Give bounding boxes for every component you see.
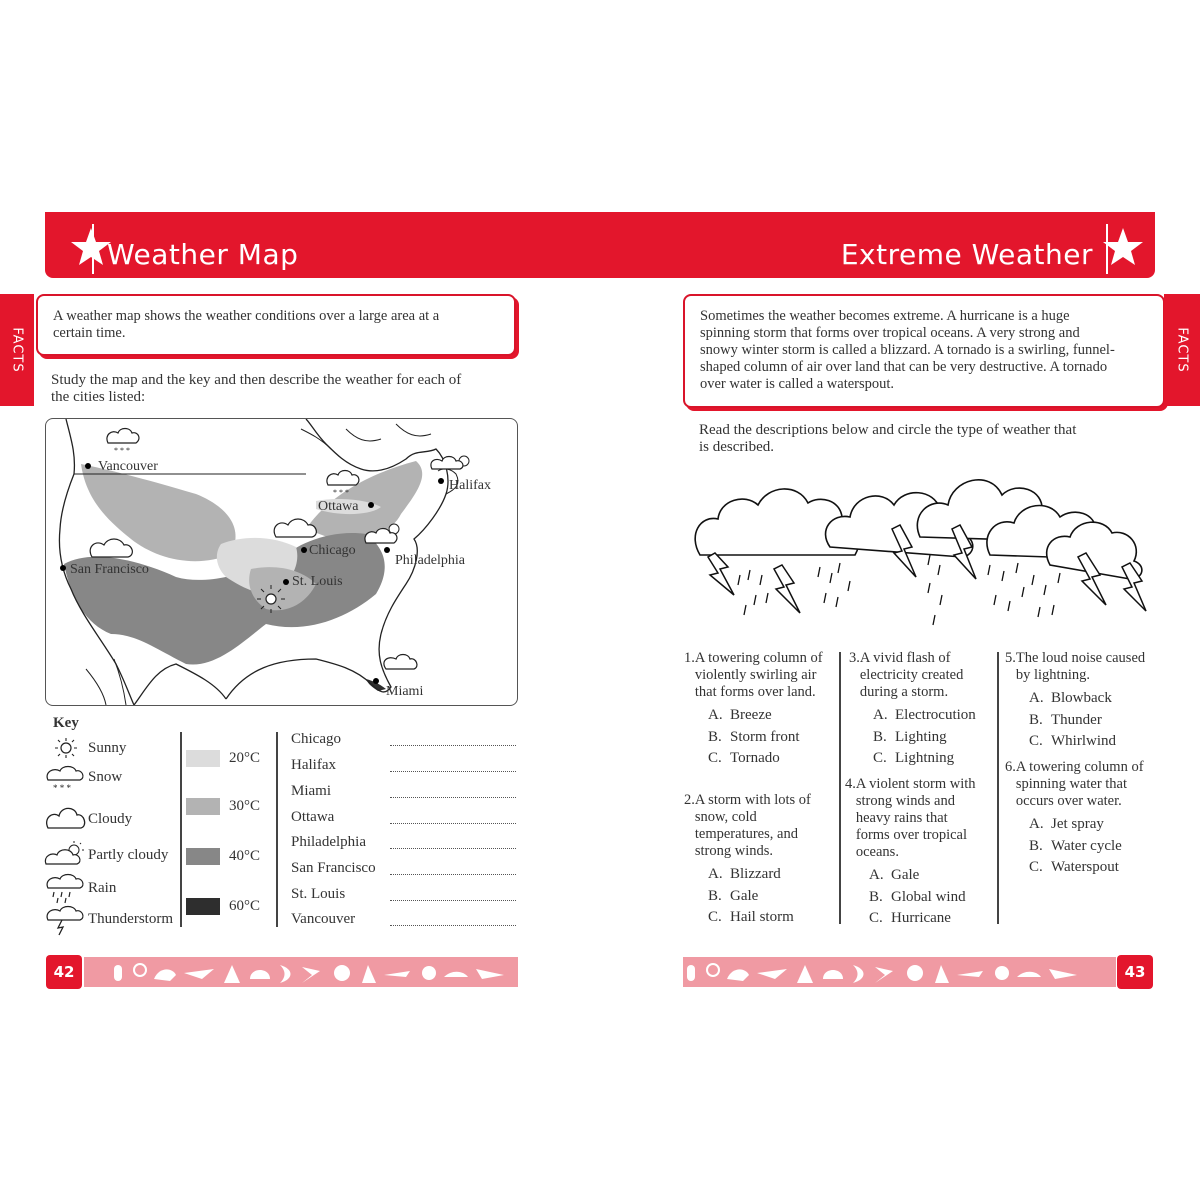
question-6: 6. A towering column of spinning water that occurs over water. A. Jet spray B. Water cycle C. Waterspout xyxy=(1005,759,1145,879)
option-a[interactable]: A. Blowback xyxy=(1029,690,1112,706)
key-label-thunderstorm: Thunderstorm xyxy=(88,911,173,927)
key-label-cloudy: Cloudy xyxy=(88,811,133,827)
swatch-40c xyxy=(186,848,220,865)
footer-decoration xyxy=(683,957,1116,987)
snow-icon xyxy=(44,764,84,794)
footer-strip-left xyxy=(84,957,518,987)
question-3: 3. A vivid flash of electricity created during a storm. A. Electrocution B. Lighting C. Lightning xyxy=(849,650,989,770)
question-4: 4. A violent storm with strong winds and heavy rains that forms over tropical oceans. A. Gale B. Global wind C. Hurricane xyxy=(845,776,985,930)
option-a[interactable]: A. Electrocution xyxy=(873,707,976,723)
facts-tab-left: FACTS xyxy=(0,294,34,406)
map-label-vancouver: Vancouver xyxy=(98,459,158,474)
temp-label-20: 20°C xyxy=(229,750,261,766)
option-b[interactable]: B. Global wind xyxy=(869,888,966,905)
city-dot xyxy=(301,547,307,553)
city-dot xyxy=(60,565,66,571)
answer-line[interactable] xyxy=(390,797,516,798)
option-b[interactable]: B. Thunder xyxy=(1029,711,1102,728)
key-label-snow: Snow xyxy=(88,769,123,785)
city-list-item: Halifax xyxy=(291,757,336,773)
option-c[interactable]: C. Whirlwind xyxy=(1029,733,1116,749)
key-label-rain: Rain xyxy=(88,880,117,896)
swatch-30c xyxy=(186,798,220,815)
partly-cloudy-icon xyxy=(431,456,469,469)
key-label-sunny: Sunny xyxy=(88,740,127,756)
question-1: 1. A towering column of violently swirling air that forms over land. A. Breeze B. Storm front C. Tornado xyxy=(684,650,834,770)
list-divider xyxy=(276,732,278,927)
option-a[interactable]: A. Breeze xyxy=(708,707,772,723)
cloudy-icon xyxy=(44,802,86,834)
footer-decoration xyxy=(84,957,518,987)
temp-label-30: 30°C xyxy=(229,798,261,814)
map-label-miami: Miami xyxy=(386,684,424,699)
answer-line[interactable] xyxy=(390,874,516,875)
title-banner xyxy=(45,212,1155,278)
answer-line[interactable] xyxy=(390,900,516,901)
star-icon xyxy=(1099,218,1147,274)
right-fact-text: Sometimes the weather becomes extreme. A hurricane is a huge spinning storm that forms over tropical oceans. A very strong and snowy winter storm is called a blizzard. A tornado is a swirling, funnel-shaped column of air over land that can be very destructive. A tornado over water is called a waterspout. xyxy=(700,308,1115,392)
page-number-left: 42 xyxy=(46,955,82,989)
facts-tab-right: FACTS xyxy=(1164,294,1200,406)
option-c[interactable]: C. Lightning xyxy=(873,750,955,766)
key-divider xyxy=(180,732,182,927)
option-c[interactable]: C. Waterspout xyxy=(1029,859,1119,875)
svg-text:* * *: * * * xyxy=(53,783,71,793)
option-b[interactable]: B. Lighting xyxy=(873,728,947,745)
map-label-ottawa: Ottawa xyxy=(318,499,359,514)
swatch-20c xyxy=(186,750,220,767)
question-2: 2. A storm with lots of snow, cold temperatures, and strong winds. A. Blizzard B. Gale C. Hail storm xyxy=(684,792,824,929)
cloudy-icon xyxy=(90,539,132,557)
page-number-right: 43 xyxy=(1117,955,1153,989)
city-list-item: Vancouver xyxy=(291,911,356,927)
cloudy-icon xyxy=(384,655,417,670)
city-dot xyxy=(384,547,390,553)
right-page-title: Extreme Weather xyxy=(840,238,1093,271)
swatch-60c xyxy=(186,898,220,915)
footer-strip-right xyxy=(683,957,1116,987)
option-b[interactable]: B. Storm front xyxy=(708,728,800,745)
map-label-san-francisco: San Francisco xyxy=(70,562,149,577)
city-dot xyxy=(368,502,374,508)
thunderstorm-icon xyxy=(44,904,86,936)
map-label-philadelphia: Philadelphia xyxy=(395,553,465,568)
city-list-item: St. Louis xyxy=(291,886,346,902)
key-title: Key xyxy=(53,715,79,731)
sunny-icon xyxy=(52,736,82,760)
city-dot xyxy=(373,678,379,684)
city-dot xyxy=(283,579,289,585)
city-list-item: San Francisco xyxy=(291,860,376,876)
option-b[interactable]: B. Water cycle xyxy=(1029,837,1122,854)
question-5: 5. The loud noise caused by lightning. A. Blowback B. Thunder C. Whirlwind xyxy=(1005,650,1150,753)
weather-map xyxy=(45,418,518,706)
temp-label-40: 40°C xyxy=(229,848,261,864)
lake-outline xyxy=(301,424,431,449)
right-fact-box xyxy=(683,294,1165,408)
answer-line[interactable] xyxy=(390,745,516,746)
column-divider xyxy=(839,652,841,924)
snow-icon xyxy=(107,429,139,456)
cloudy-icon xyxy=(274,519,316,537)
map-label-st-louis: St. Louis xyxy=(292,574,343,589)
right-instruction: Read the descriptions below and circle the type of weather that is described. xyxy=(699,422,1077,455)
rain-icon xyxy=(44,872,86,904)
city-list-item: Ottawa xyxy=(291,809,335,825)
option-a[interactable]: A. Gale xyxy=(869,867,920,883)
coastline xyxy=(86,659,126,705)
answer-line[interactable] xyxy=(390,925,516,926)
storm-clouds-illustration xyxy=(690,455,1150,640)
partly-cloudy-icon xyxy=(44,840,86,870)
map-label-chicago: Chicago xyxy=(309,543,356,558)
svg-text:* * *: * * * xyxy=(114,446,130,455)
option-c[interactable]: C. Hurricane xyxy=(869,910,951,926)
city-dot xyxy=(85,463,91,469)
option-a[interactable]: A. Jet spray xyxy=(1029,816,1104,832)
city-list-item: Miami xyxy=(291,783,331,799)
column-divider xyxy=(997,652,999,924)
city-dot xyxy=(438,478,444,484)
svg-text:* * *: * * * xyxy=(333,488,349,497)
city-list-item: Philadelphia xyxy=(291,834,366,850)
answer-line[interactable] xyxy=(390,848,516,849)
banner-divider xyxy=(92,224,94,274)
option-c[interactable]: C. Tornado xyxy=(708,750,780,766)
left-fact-box xyxy=(36,294,516,356)
option-a[interactable]: A. Blizzard xyxy=(708,866,781,882)
option-b[interactable]: B. Gale xyxy=(708,887,759,904)
left-page-title: Weather Map xyxy=(107,238,299,271)
answer-line[interactable] xyxy=(390,823,516,824)
option-c[interactable]: C. Hail storm xyxy=(708,909,794,925)
city-list-item: Chicago xyxy=(291,731,341,747)
temp-label-60: 60°C xyxy=(229,898,261,914)
left-instruction: Study the map and the key and then describe the weather for each of the cities listed: xyxy=(51,372,462,405)
left-fact-text: A weather map shows the weather conditions over a large area at a certain time. xyxy=(53,308,440,341)
key-label-partly-cloudy: Partly cloudy xyxy=(88,847,169,863)
answer-line[interactable] xyxy=(390,771,516,772)
map-label-halifax: Halifax xyxy=(449,478,491,493)
